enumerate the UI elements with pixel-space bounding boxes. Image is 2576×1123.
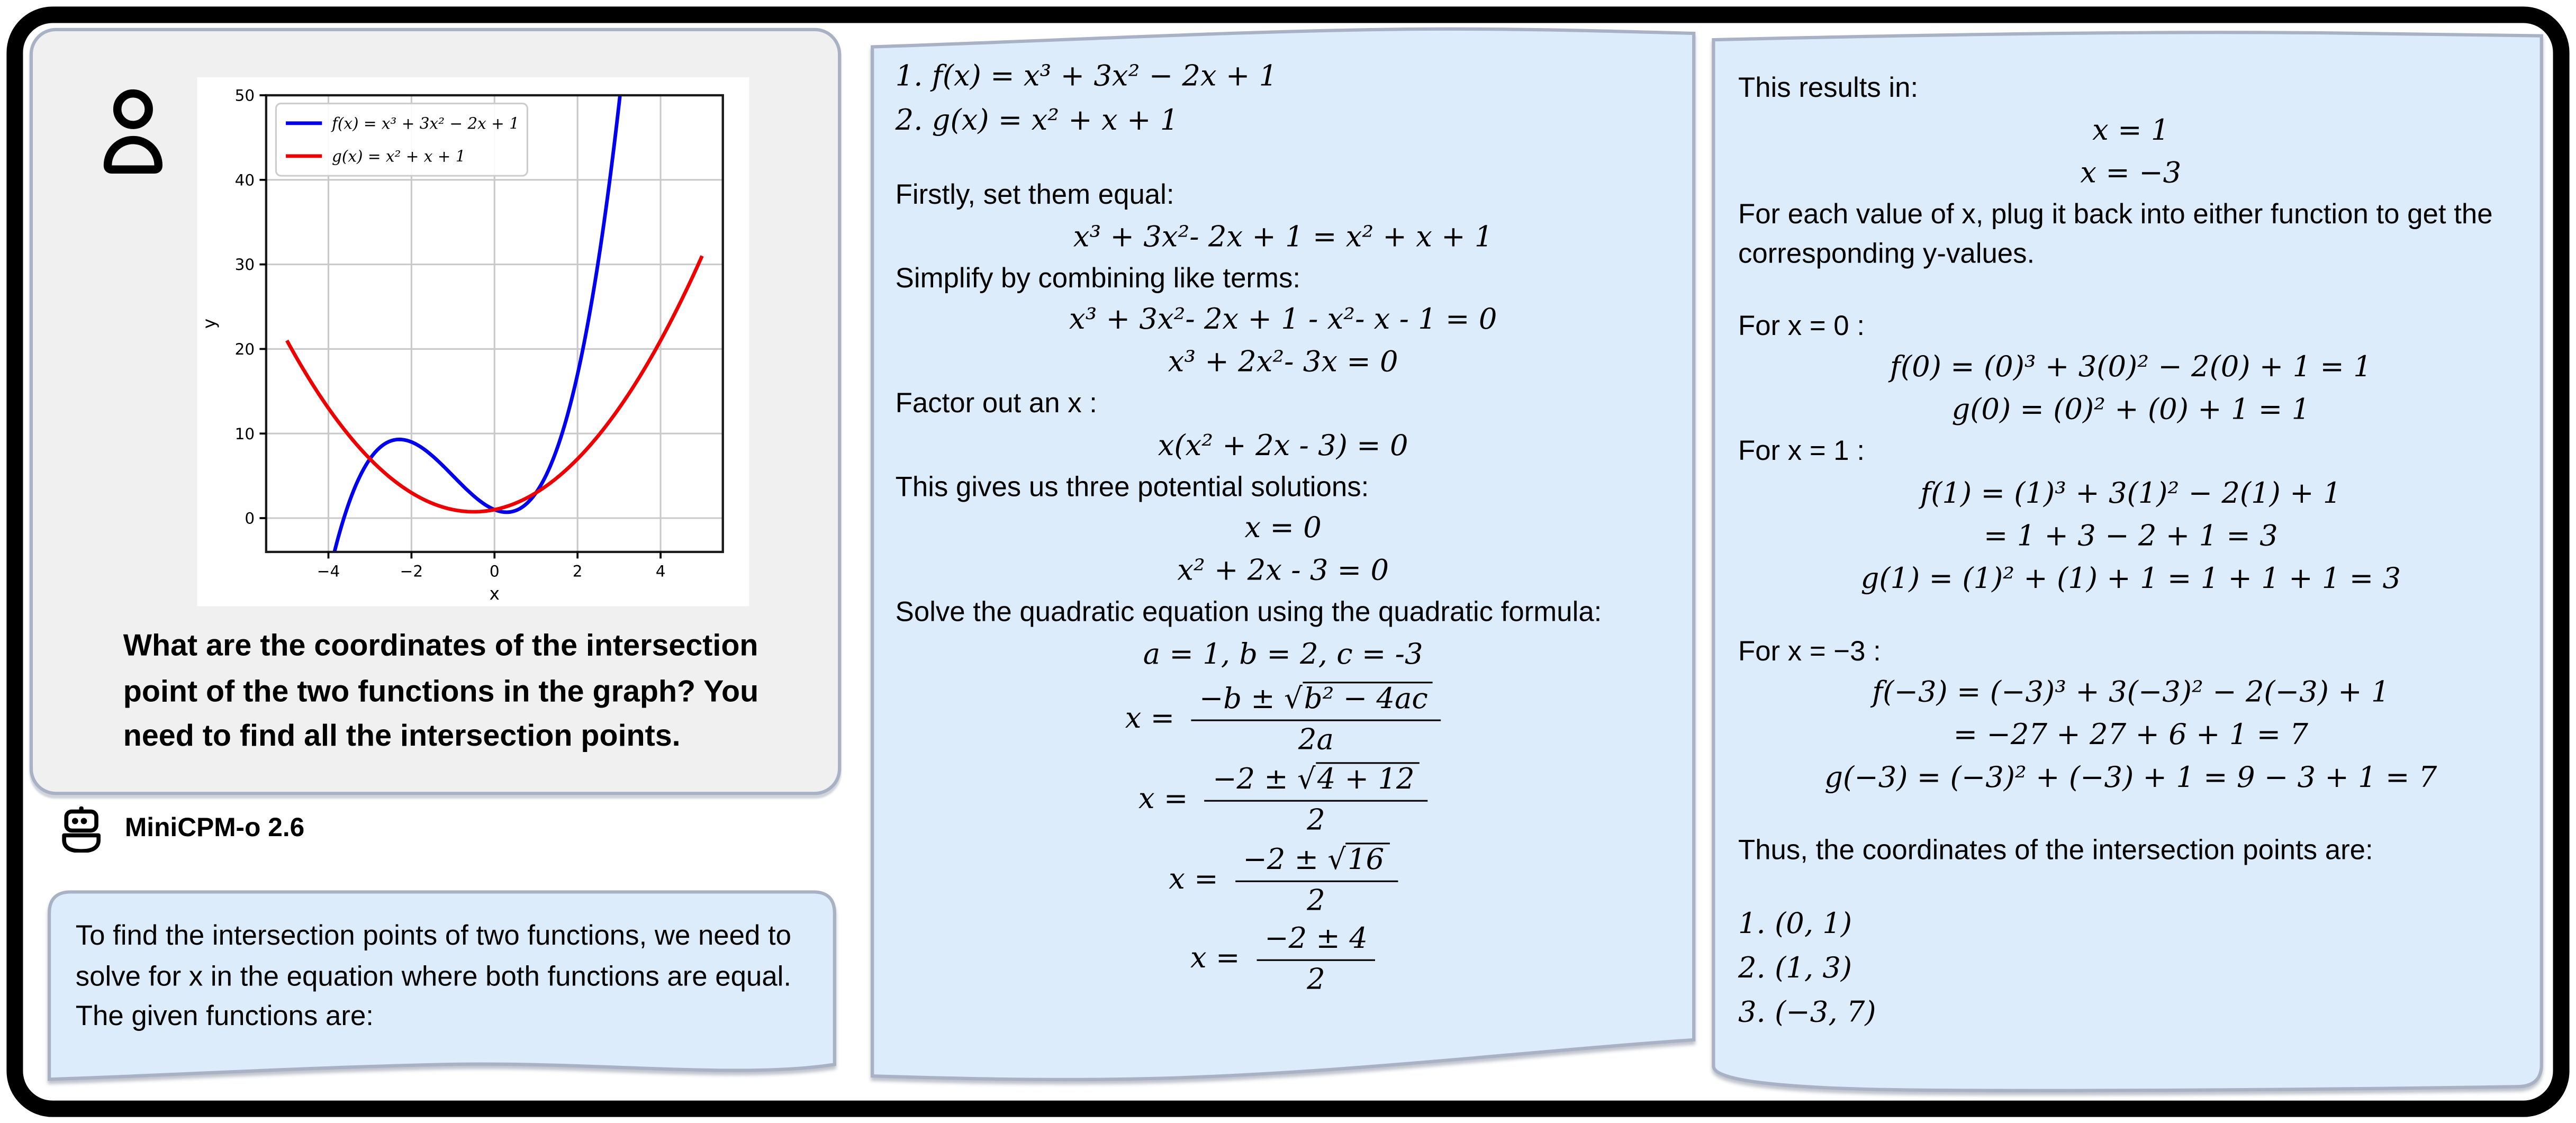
math-line: f(−3) = (−3)³ + 3(−3)² − 2(−3) + 1 (1872, 676, 2390, 710)
spacer (1738, 275, 2524, 306)
math-line: x³ + 2x²- 3x = 0 (1168, 346, 1398, 380)
text-line: Solve the quadratic equation using the quadratic formula: (895, 596, 1602, 628)
svg-text:30: 30 (234, 256, 255, 274)
math-line: = 1 + 3 − 2 + 1 = 3 (1983, 520, 2278, 553)
math-line: x = −3 (2080, 157, 2182, 190)
robot-icon (59, 805, 104, 853)
model-name: MiniCPM-o 2.6 (124, 814, 305, 842)
assistant-panel-3-content (1738, 69, 2524, 1036)
spacer (1738, 872, 2524, 903)
text-line: Factor out an x : (895, 387, 1097, 419)
user-panel (30, 28, 841, 795)
math-line: x³ + 3x²- 2x + 1 - x²- x - 1 = 0 (1069, 304, 1497, 337)
svg-text:10: 10 (234, 424, 255, 443)
svg-text:f(x) = x³ + 3x² − 2x + 1: f(x) = x³ + 3x² − 2x + 1 (331, 114, 519, 133)
svg-text:20: 20 (234, 340, 255, 358)
math-line: 1. f(x) = x³ + 3x² − 2x + 1 (895, 60, 1278, 94)
user-question: What are the coordinates of the intersection point of the two functions in the graph? You need to find all the intersection points. (123, 627, 759, 753)
math-line: f(1) = (1)³ + 3(1)² − 2(1) + 1 (1920, 477, 2342, 510)
fraction-line: x = −2 ± √ 16 2 (896, 842, 1671, 918)
math-line: 2. g(x) = x² + x + 1 (895, 105, 1179, 138)
math-line: 1. (0, 1) (1738, 907, 1852, 941)
text-line: For x = −3 : (1738, 635, 1881, 666)
svg-text:4: 4 (655, 562, 666, 581)
svg-text:40: 40 (234, 171, 255, 189)
svg-text:x: x (489, 583, 500, 604)
math-line: g(0) = (0)² + (0) + 1 = 1 (1951, 394, 2310, 428)
spacer (1738, 800, 2524, 831)
svg-text:0: 0 (489, 562, 500, 581)
user-avatar-icon (92, 84, 174, 176)
math-line: f(0) = (0)³ + 3(0)² − 2(0) + 1 = 1 (1890, 351, 2372, 385)
model-row (59, 805, 305, 853)
text-line: For x = 1 : (1738, 435, 1865, 467)
svg-text:50: 50 (234, 86, 255, 105)
math-line: x³ + 3x²- 2x + 1 = x² + x + 1 (1073, 221, 1493, 254)
fraction-line: x = −b ± √ b² − 4ac 2a (896, 681, 1671, 757)
fraction-line: x = $\frac{-2 \pm 4}{2}$ (896, 922, 1671, 997)
text-line: For each value of x, plug it back into either function to get the corresponding y-values. (1738, 198, 2493, 270)
svg-text:2: 2 (572, 562, 583, 581)
spacer (1738, 600, 2524, 631)
function-plot (197, 77, 749, 606)
math-line: 2. (1, 3) (1738, 952, 1852, 985)
math-line: x = 1 (2092, 114, 2170, 147)
fraction-line: x = −2 ± √ 4 + 12 2 (896, 762, 1671, 837)
assistant-response-intro: To find the intersection points of two functions, we need to solve for x in the equation where both functions are equal. The given functions are: (75, 920, 792, 1032)
svg-text:−4: −4 (317, 562, 340, 581)
text-line: Simplify by combining like terms: (895, 262, 1301, 294)
text-line: Firstly, set them equal: (895, 179, 1174, 211)
text-line: This results in: (1738, 72, 1919, 104)
text-line: This gives us three potential solutions: (895, 470, 1369, 502)
math-line: x = 0 (1244, 512, 1322, 546)
math-line: x(x² + 2x - 3) = 0 (1158, 429, 1408, 463)
math-line: g(1) = (1)² + (1) + 1 = 1 + 1 + 1 = 3 (1860, 563, 2401, 596)
svg-text:g(x) = x² + x + 1: g(x) = x² + x + 1 (331, 147, 466, 166)
math-line: 3. (−3, 7) (1738, 996, 1876, 1029)
math-line: = −27 + 27 + 6 + 1 = 7 (1953, 719, 2309, 753)
text-line: Thus, the coordinates of the intersection points are: (1738, 834, 2373, 866)
spacer (896, 144, 1671, 176)
svg-text:−2: −2 (400, 562, 423, 581)
math-line: a = 1, b = 2, c = -3 (1143, 638, 1423, 671)
svg-text:y: y (199, 318, 220, 329)
svg-text:0: 0 (245, 509, 255, 528)
assistant-panel-2-content (896, 56, 1671, 1001)
text-line: For x = 0 : (1738, 310, 1865, 341)
math-line: g(−3) = (−3)² + (−3) + 1 = 9 − 3 + 1 = 7 (1824, 762, 2437, 795)
math-line: x² + 2x - 3 = 0 (1177, 555, 1389, 588)
